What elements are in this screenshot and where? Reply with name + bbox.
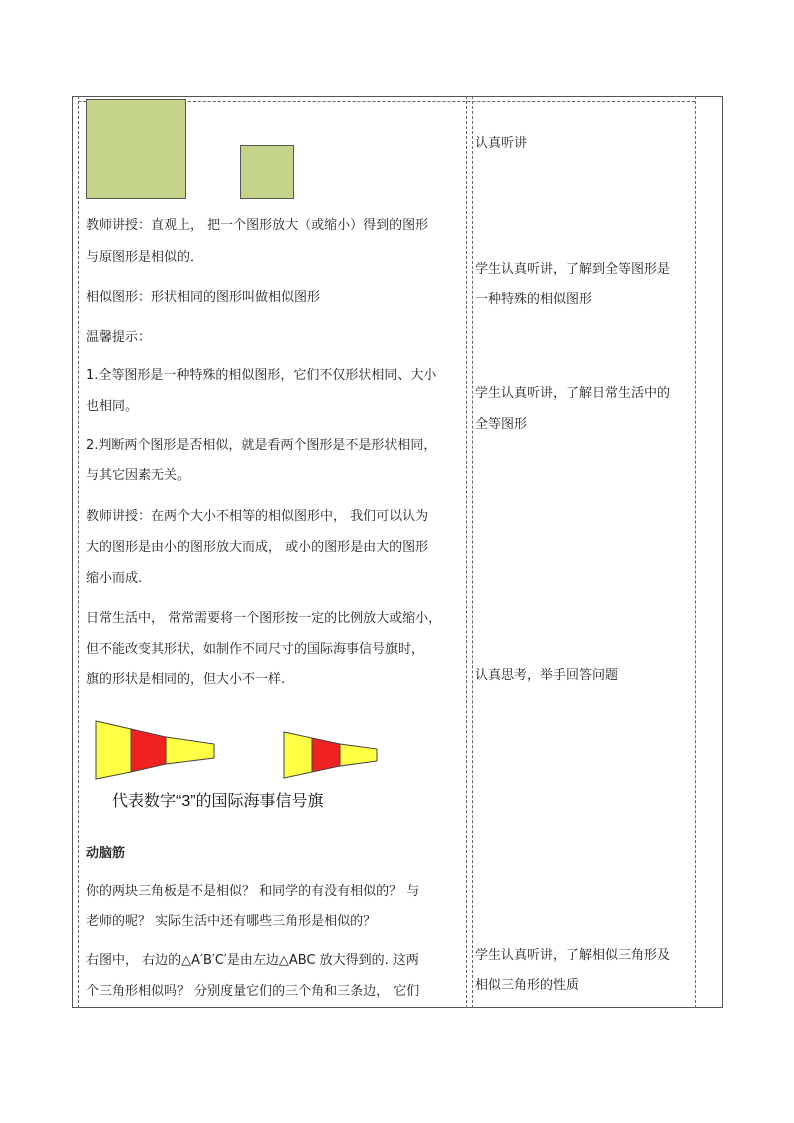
teacher-explanation2-line-2: 大的图形是由小的图形放大而成， 或小的图形是由大的图形 [86,540,429,555]
student-activity-4: 认真思考，举手回答问题 [475,668,619,683]
large-square [86,99,186,199]
student-activity-5-line-2: 相似三角形的性质 [475,978,580,993]
student-activity-1: 认真听讲 [475,136,528,151]
small-flag-middle-stripe [312,738,340,772]
teacher-explanation-line-2: 与原图形是相似的． [86,250,204,265]
table-border-right [722,96,723,1008]
column-divider-right [472,96,473,1008]
tip-1-line-1: 1.全等图形是一种特殊的相似图形，它们不仅形状相同、大小 [86,368,437,383]
triangle-line-2: 个三角形相似吗？ 分别度量它们的三个角和三条边， 它们 [86,984,420,999]
small-flag-right-stripe [340,744,377,766]
large-flag-left-stripe [96,721,131,779]
daily-life-line-3: 旗的形状是相同的，但大小不一样. [86,672,286,687]
daily-life-line-2: 但不能改变其形状，如制作不同尺寸的国际海事信号旗时， [86,642,425,657]
tip-heading: 温馨提示： [86,330,152,345]
question-line-2: 老师的呢？ 实际生活中还有哪些三角形是相似的？ [86,914,377,929]
student-activity-3-line-1: 学生认真听讲，了解日常生活中的 [475,386,671,401]
similar-figure-definition: 相似图形：形状相同的图形叫做相似图形 [86,290,321,305]
small-signal-flag [282,730,380,780]
tip-2-line-1: 2.判断两个图形是否相似，就是看两个图形是不是形状相同， [86,438,437,453]
teacher-explanation2-line-3: 缩小而成. [86,571,143,586]
large-signal-flag [94,718,218,782]
cell-border-right [695,96,696,1008]
student-activity-5-line-1: 学生认真听讲，了解相似三角形及 [475,948,671,963]
daily-life-line-1: 日常生活中， 常常需要将一个图形按一定的比例放大或缩小， [86,611,442,626]
teacher-explanation-line-1: 教师讲授：直观上， 把一个图形放大（或缩小）得到的图形 [86,218,429,233]
student-activity-3-line-2: 全等图形 [475,417,528,432]
table-border-left [72,96,73,1008]
cell-border-left [78,96,79,1008]
brainstorm-heading: 动脑筋 [86,846,126,861]
teacher-explanation2-line-1: 教师讲授：在两个大小不相等的相似图形中， 我们可以认为 [86,509,429,524]
student-activity-2-line-2: 一种特殊的相似图形 [475,292,593,307]
large-flag-middle-stripe [131,729,166,772]
tip-2-line-2: 与其它因素无关。 [86,468,191,483]
student-activity-2-line-1: 学生认真听讲，了解到全等图形是 [475,262,671,277]
column-divider-left [466,96,467,1008]
small-square [240,145,294,199]
large-flag-right-stripe [166,737,214,764]
small-flag-left-stripe [284,732,312,778]
question-line-1: 你的两块三角板是不是相似？ 和同学的有没有相似的？ 与 [86,884,420,899]
flag-caption: 代表数字“3”的国际海事信号旗 [112,793,324,810]
tip-1-line-2: 也相同。 [86,399,139,414]
triangle-line-1: 右图中， 右边的△A′B′C′是由左边△ABC 放大得到的. 这两 [86,953,419,968]
